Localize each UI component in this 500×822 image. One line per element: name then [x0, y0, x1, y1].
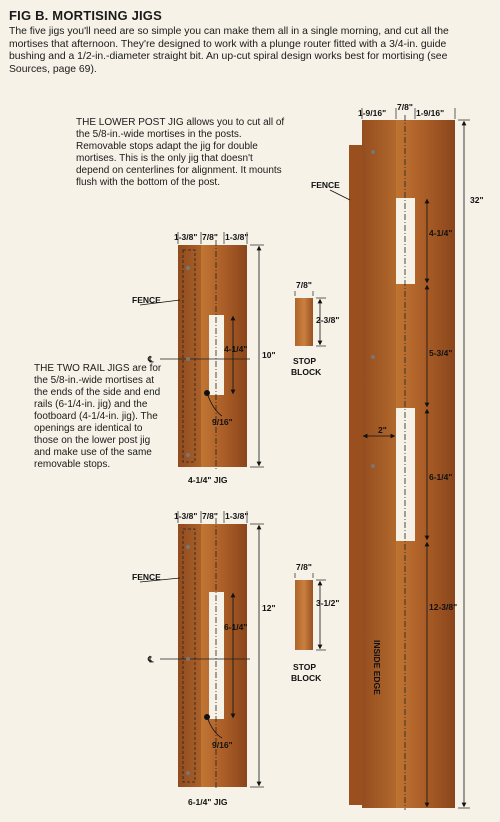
stop1-width: 7/8"	[296, 280, 312, 290]
jig2-slot	[209, 592, 224, 719]
stop1-height: 2-3/8"	[316, 315, 340, 325]
stop-block-1	[291, 280, 339, 377]
stop-block-2	[291, 562, 339, 683]
rail-jigs-note: THE TWO RAIL JIGS are for the 5/8-in.-wide mortises at the ends of the side and end rails (6-1/4-in. jig) and the footboard (4-1/4-in. jig). The openings are identical to those on the lower post jig and make use of the same removable stops.	[34, 363, 162, 470]
jig1-fence-label: FENCE	[132, 295, 161, 305]
stop2-width: 7/8"	[296, 562, 312, 572]
stop1-caption-1: STOP	[293, 356, 316, 366]
post-height: 32"	[470, 195, 484, 205]
lower-post-jig-note: THE LOWER POST JIG allows you to cut all of the 5/8-in.-wide mortises in the posts. Removable stops adapt the jig for double mortises. This is the only jig that doesn't depend on centerlines for alignment. It mounts flush with the bottom of the post.	[76, 117, 285, 188]
jig1-width-mid: 7/8"	[202, 232, 218, 242]
post-inside-edge: INSIDE EDGE	[372, 640, 382, 695]
jig1-fence	[178, 245, 201, 467]
jig-6-1-4	[132, 511, 276, 807]
post-dim-2: 5-3/4"	[429, 348, 453, 358]
jig1-height: 10"	[262, 350, 276, 360]
jig1-slot	[209, 315, 224, 395]
jig2-width-right: 1-3/8"	[225, 511, 249, 521]
post-slot-upper	[396, 198, 415, 284]
post-slot-lower	[396, 408, 415, 541]
stop2-caption-2: BLOCK	[291, 673, 322, 683]
jig2-slot-length: 6-1/4"	[224, 622, 248, 632]
post-width-mid: 7/8"	[397, 102, 413, 112]
post-dim-1: 4-1/4"	[429, 228, 453, 238]
post-dim-3: 6-1/4"	[429, 472, 453, 482]
figure-title: FIG B. MORTISING JIGS	[9, 8, 162, 23]
jig2-caption: 6-1/4" JIG	[188, 797, 228, 807]
jig2-width-mid: 7/8"	[202, 511, 218, 521]
jig2-fence-label: FENCE	[132, 572, 161, 582]
jig-4-1-4	[132, 232, 276, 485]
jig1-slot-length: 4-1/4"	[224, 344, 248, 354]
post-dim-4: 12-3/8"	[429, 602, 458, 612]
jig1-centerline: ℄	[148, 354, 154, 364]
jig1-caption: 4-1/4" JIG	[188, 475, 228, 485]
lower-post-jig	[311, 102, 484, 810]
post-width-right: 1-9/16"	[416, 108, 445, 118]
jig1-width-right: 1-3/8"	[225, 232, 249, 242]
stop2-caption-1: STOP	[293, 662, 316, 672]
stop1-caption-2: BLOCK	[291, 367, 322, 377]
stop2-height: 3-1/2"	[316, 598, 340, 608]
jig2-centerline: ℄	[148, 654, 154, 664]
jig1-offset: 9/16"	[212, 417, 233, 427]
jig2-height: 12"	[262, 603, 276, 613]
intro-text: The five jigs you'll need are so simple you can make them all in a single morning, and cut all the mortises that afternoon. They're designed to work with a plunge router fitted with a 3/4-in. guide bushing and a 1/2-in.-diameter straight bit. An up-cut spiral design works best for mortising (see Sources, page 69).	[9, 26, 449, 75]
jig2-width-left: 1-3/8"	[174, 511, 198, 521]
jig2-fence	[178, 524, 201, 787]
post-width-left: 1-9/16"	[358, 108, 387, 118]
post-offset: 2"	[378, 425, 387, 435]
jig2-offset: 9/16"	[212, 740, 233, 750]
post-fence	[349, 145, 363, 805]
post-fence-label: FENCE	[311, 180, 340, 190]
jig1-width-left: 1-3/8"	[174, 232, 198, 242]
